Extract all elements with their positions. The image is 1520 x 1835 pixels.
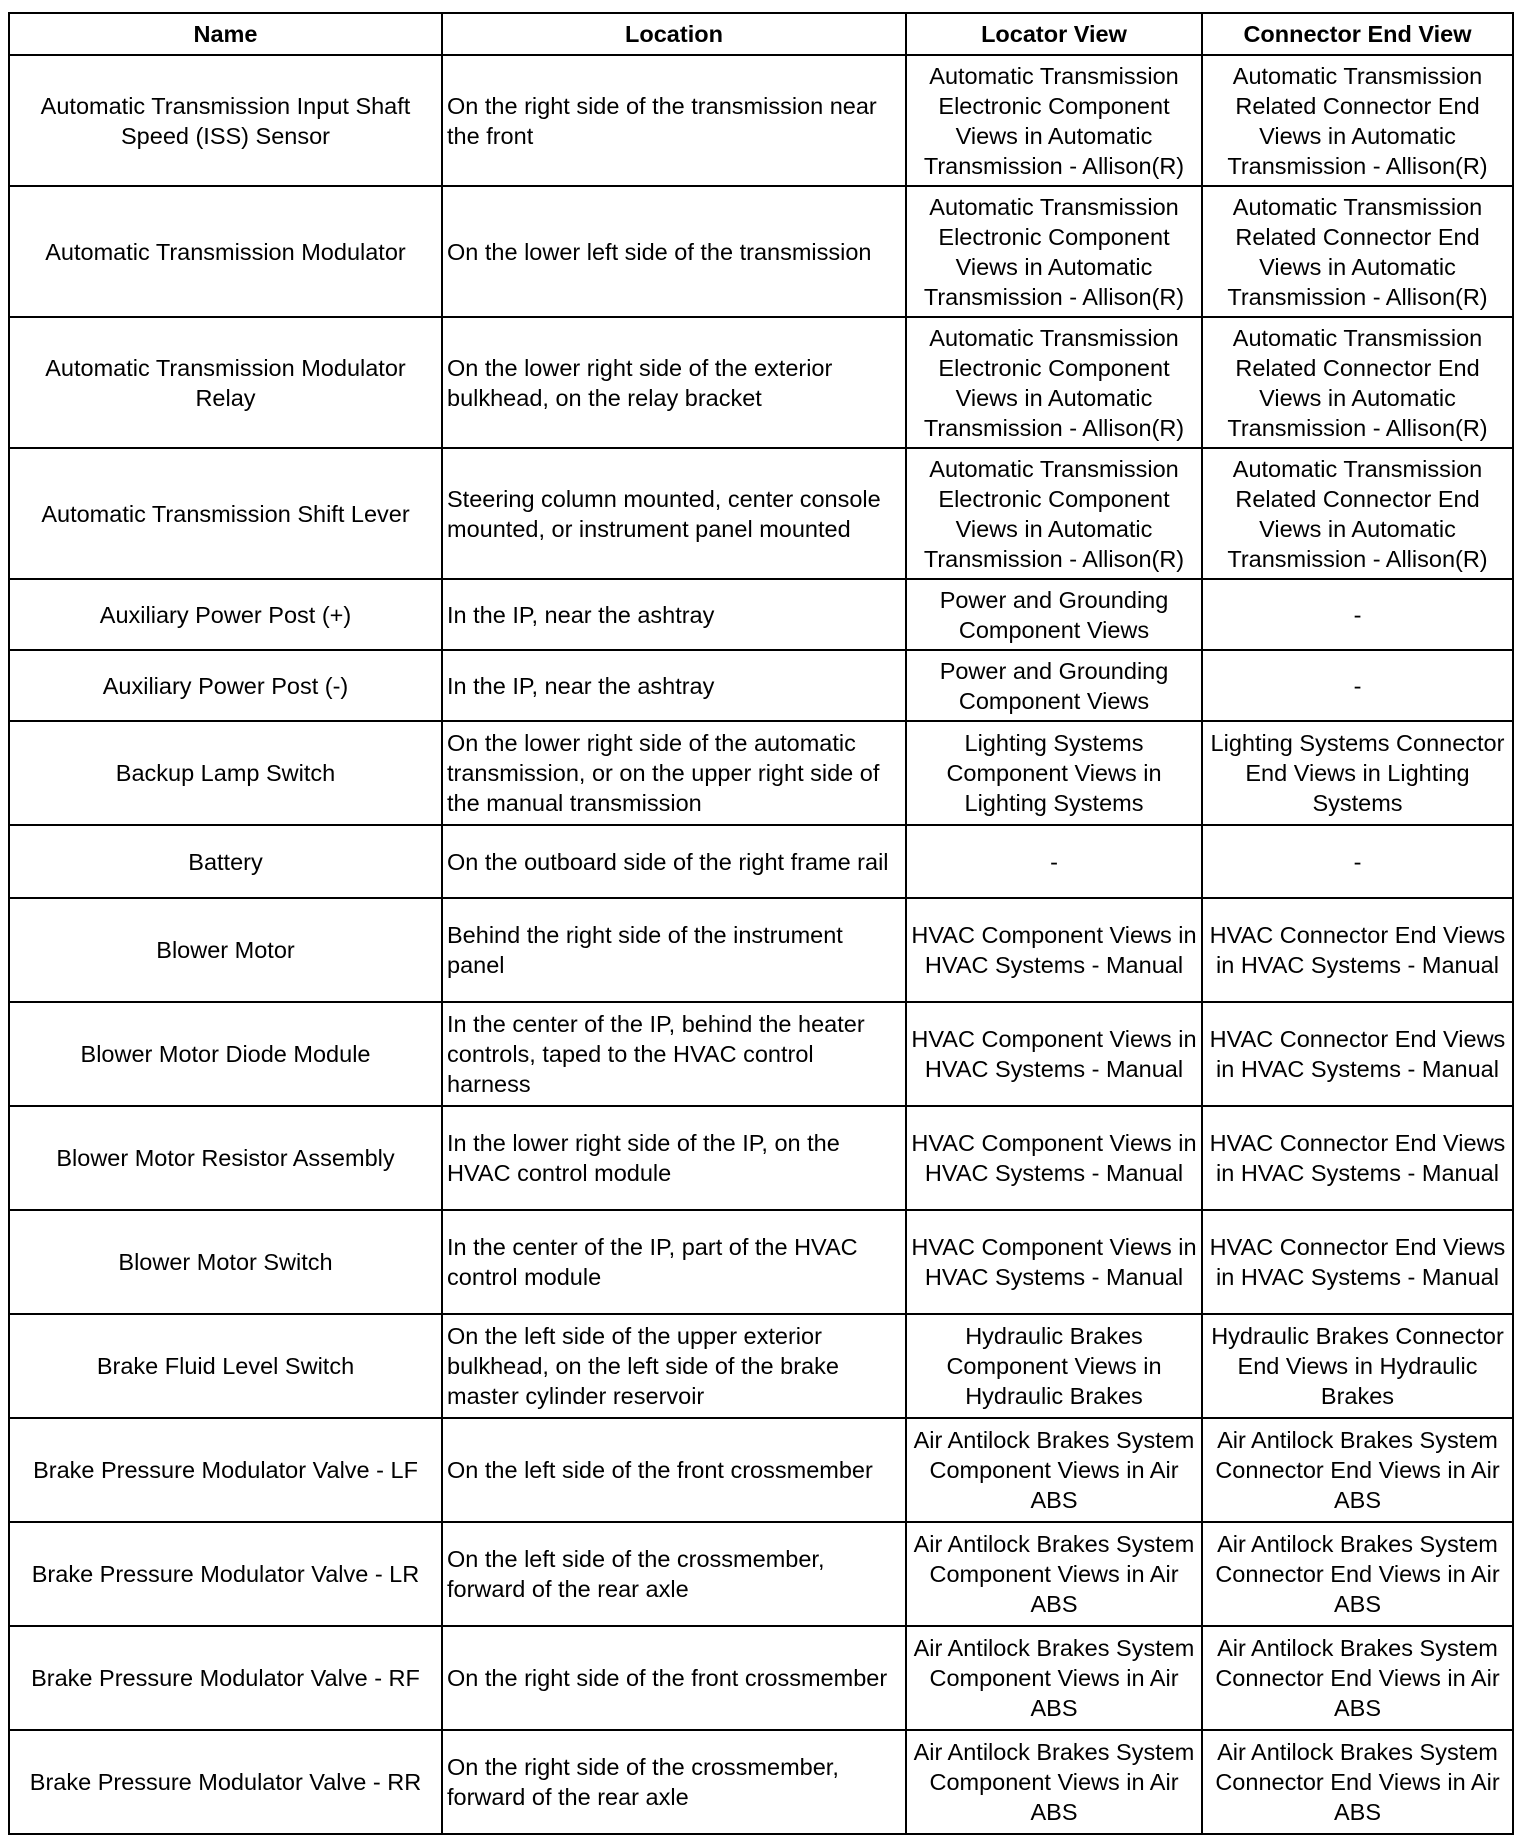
cell-name: Blower Motor (9, 898, 442, 1002)
cell-connector-end-view: HVAC Connector End Views in HVAC Systems - Manual (1202, 1210, 1513, 1314)
cell-location: In the lower right side of the IP, on the HVAC control module (442, 1106, 906, 1210)
cell-name: Backup Lamp Switch (9, 721, 442, 825)
cell-locator-view: HVAC Component Views in HVAC Systems - Manual (906, 898, 1202, 1002)
cell-locator-view: - (906, 825, 1202, 898)
cell-connector-end-view: Air Antilock Brakes System Connector End Views in Air ABS (1202, 1626, 1513, 1730)
cell-name: Blower Motor Diode Module (9, 1002, 442, 1106)
table-row (9, 1730, 1513, 1834)
table-header (9, 13, 1513, 55)
cell-locator-view: Automatic Transmission Electronic Component Views in Automatic Transmission - Allison(R) (906, 317, 1202, 448)
cell-connector-end-view: HVAC Connector End Views in HVAC Systems - Manual (1202, 1002, 1513, 1106)
cell-name: Battery (9, 825, 442, 898)
cell-connector-end-view: - (1202, 650, 1513, 721)
table-row (9, 650, 1513, 721)
cell-locator-view: Automatic Transmission Electronic Component Views in Automatic Transmission - Allison(R) (906, 55, 1202, 186)
table-row (9, 1418, 1513, 1522)
cell-name: Blower Motor Resistor Assembly (9, 1106, 442, 1210)
cell-locator-view: Lighting Systems Component Views in Lighting Systems (906, 721, 1202, 825)
cell-name: Brake Pressure Modulator Valve - LF (9, 1418, 442, 1522)
table-row (9, 55, 1513, 186)
cell-connector-end-view: Automatic Transmission Related Connector End Views in Automatic Transmission - Allison(R) (1202, 317, 1513, 448)
table-row (9, 1522, 1513, 1626)
cell-location: In the IP, near the ashtray (442, 579, 906, 650)
cell-locator-view: Air Antilock Brakes System Component Views in Air ABS (906, 1418, 1202, 1522)
cell-connector-end-view: - (1202, 825, 1513, 898)
table-row (9, 1314, 1513, 1418)
cell-name: Brake Pressure Modulator Valve - RR (9, 1730, 442, 1834)
cell-location: In the center of the IP, part of the HVAC control module (442, 1210, 906, 1314)
cell-locator-view: Air Antilock Brakes System Component Views in Air ABS (906, 1730, 1202, 1834)
component-locator-table (8, 12, 1514, 1835)
header-locator-view: Locator View (906, 13, 1202, 55)
header-connector-end-view: Connector End View (1202, 13, 1513, 55)
cell-name: Brake Pressure Modulator Valve - RF (9, 1626, 442, 1730)
cell-connector-end-view: Air Antilock Brakes System Connector End Views in Air ABS (1202, 1522, 1513, 1626)
table-row (9, 1210, 1513, 1314)
cell-locator-view: Power and Grounding Component Views (906, 579, 1202, 650)
cell-connector-end-view: HVAC Connector End Views in HVAC Systems - Manual (1202, 1106, 1513, 1210)
table-row (9, 1106, 1513, 1210)
cell-name: Automatic Transmission Shift Lever (9, 448, 442, 579)
cell-locator-view: HVAC Component Views in HVAC Systems - Manual (906, 1002, 1202, 1106)
cell-name: Blower Motor Switch (9, 1210, 442, 1314)
cell-location: On the lower left side of the transmission (442, 186, 906, 317)
cell-connector-end-view: Air Antilock Brakes System Connector End Views in Air ABS (1202, 1418, 1513, 1522)
cell-location: On the right side of the transmission near the front (442, 55, 906, 186)
cell-connector-end-view: Automatic Transmission Related Connector End Views in Automatic Transmission - Allison(R) (1202, 448, 1513, 579)
cell-locator-view: HVAC Component Views in HVAC Systems - Manual (906, 1106, 1202, 1210)
cell-locator-view: Air Antilock Brakes System Component Views in Air ABS (906, 1522, 1202, 1626)
cell-connector-end-view: Automatic Transmission Related Connector End Views in Automatic Transmission - Allison(R) (1202, 55, 1513, 186)
cell-location: On the right side of the front crossmember (442, 1626, 906, 1730)
table-row (9, 579, 1513, 650)
table-row (9, 448, 1513, 579)
cell-connector-end-view: Lighting Systems Connector End Views in Lighting Systems (1202, 721, 1513, 825)
cell-location: On the lower right side of the automatic transmission, or on the upper right side of the manual transmission (442, 721, 906, 825)
cell-name: Brake Fluid Level Switch (9, 1314, 442, 1418)
cell-locator-view: Automatic Transmission Electronic Component Views in Automatic Transmission - Allison(R) (906, 448, 1202, 579)
cell-name: Automatic Transmission Modulator Relay (9, 317, 442, 448)
cell-locator-view: Hydraulic Brakes Component Views in Hydraulic Brakes (906, 1314, 1202, 1418)
cell-location: On the left side of the front crossmember (442, 1418, 906, 1522)
cell-locator-view: Power and Grounding Component Views (906, 650, 1202, 721)
cell-location: On the lower right side of the exterior bulkhead, on the relay bracket (442, 317, 906, 448)
header-location: Location (442, 13, 906, 55)
cell-location: Behind the right side of the instrument panel (442, 898, 906, 1002)
table-row (9, 721, 1513, 825)
table-row (9, 317, 1513, 448)
cell-name: Automatic Transmission Input Shaft Speed (ISS) Sensor (9, 55, 442, 186)
cell-location: On the right side of the crossmember, forward of the rear axle (442, 1730, 906, 1834)
table-row (9, 186, 1513, 317)
cell-locator-view: Automatic Transmission Electronic Component Views in Automatic Transmission - Allison(R) (906, 186, 1202, 317)
cell-name: Auxiliary Power Post (-) (9, 650, 442, 721)
cell-name: Brake Pressure Modulator Valve - LR (9, 1522, 442, 1626)
table-row (9, 898, 1513, 1002)
cell-location: On the left side of the upper exterior bulkhead, on the left side of the brake master cylinder reservoir (442, 1314, 906, 1418)
cell-connector-end-view: Air Antilock Brakes System Connector End Views in Air ABS (1202, 1730, 1513, 1834)
cell-locator-view: Air Antilock Brakes System Component Views in Air ABS (906, 1626, 1202, 1730)
cell-location: On the left side of the crossmember, forward of the rear axle (442, 1522, 906, 1626)
cell-connector-end-view: Hydraulic Brakes Connector End Views in Hydraulic Brakes (1202, 1314, 1513, 1418)
cell-location: In the IP, near the ashtray (442, 650, 906, 721)
table-row (9, 1626, 1513, 1730)
cell-connector-end-view: HVAC Connector End Views in HVAC Systems - Manual (1202, 898, 1513, 1002)
table-row (9, 825, 1513, 898)
cell-name: Auxiliary Power Post (+) (9, 579, 442, 650)
cell-locator-view: HVAC Component Views in HVAC Systems - Manual (906, 1210, 1202, 1314)
table-body (9, 55, 1513, 1834)
header-name: Name (9, 13, 442, 55)
cell-name: Automatic Transmission Modulator (9, 186, 442, 317)
table-row (9, 1002, 1513, 1106)
cell-location: Steering column mounted, center console mounted, or instrument panel mounted (442, 448, 906, 579)
cell-location: In the center of the IP, behind the heater controls, taped to the HVAC control harness (442, 1002, 906, 1106)
cell-connector-end-view: - (1202, 579, 1513, 650)
cell-location: On the outboard side of the right frame rail (442, 825, 906, 898)
header-row (9, 13, 1513, 55)
cell-connector-end-view: Automatic Transmission Related Connector End Views in Automatic Transmission - Allison(R) (1202, 186, 1513, 317)
